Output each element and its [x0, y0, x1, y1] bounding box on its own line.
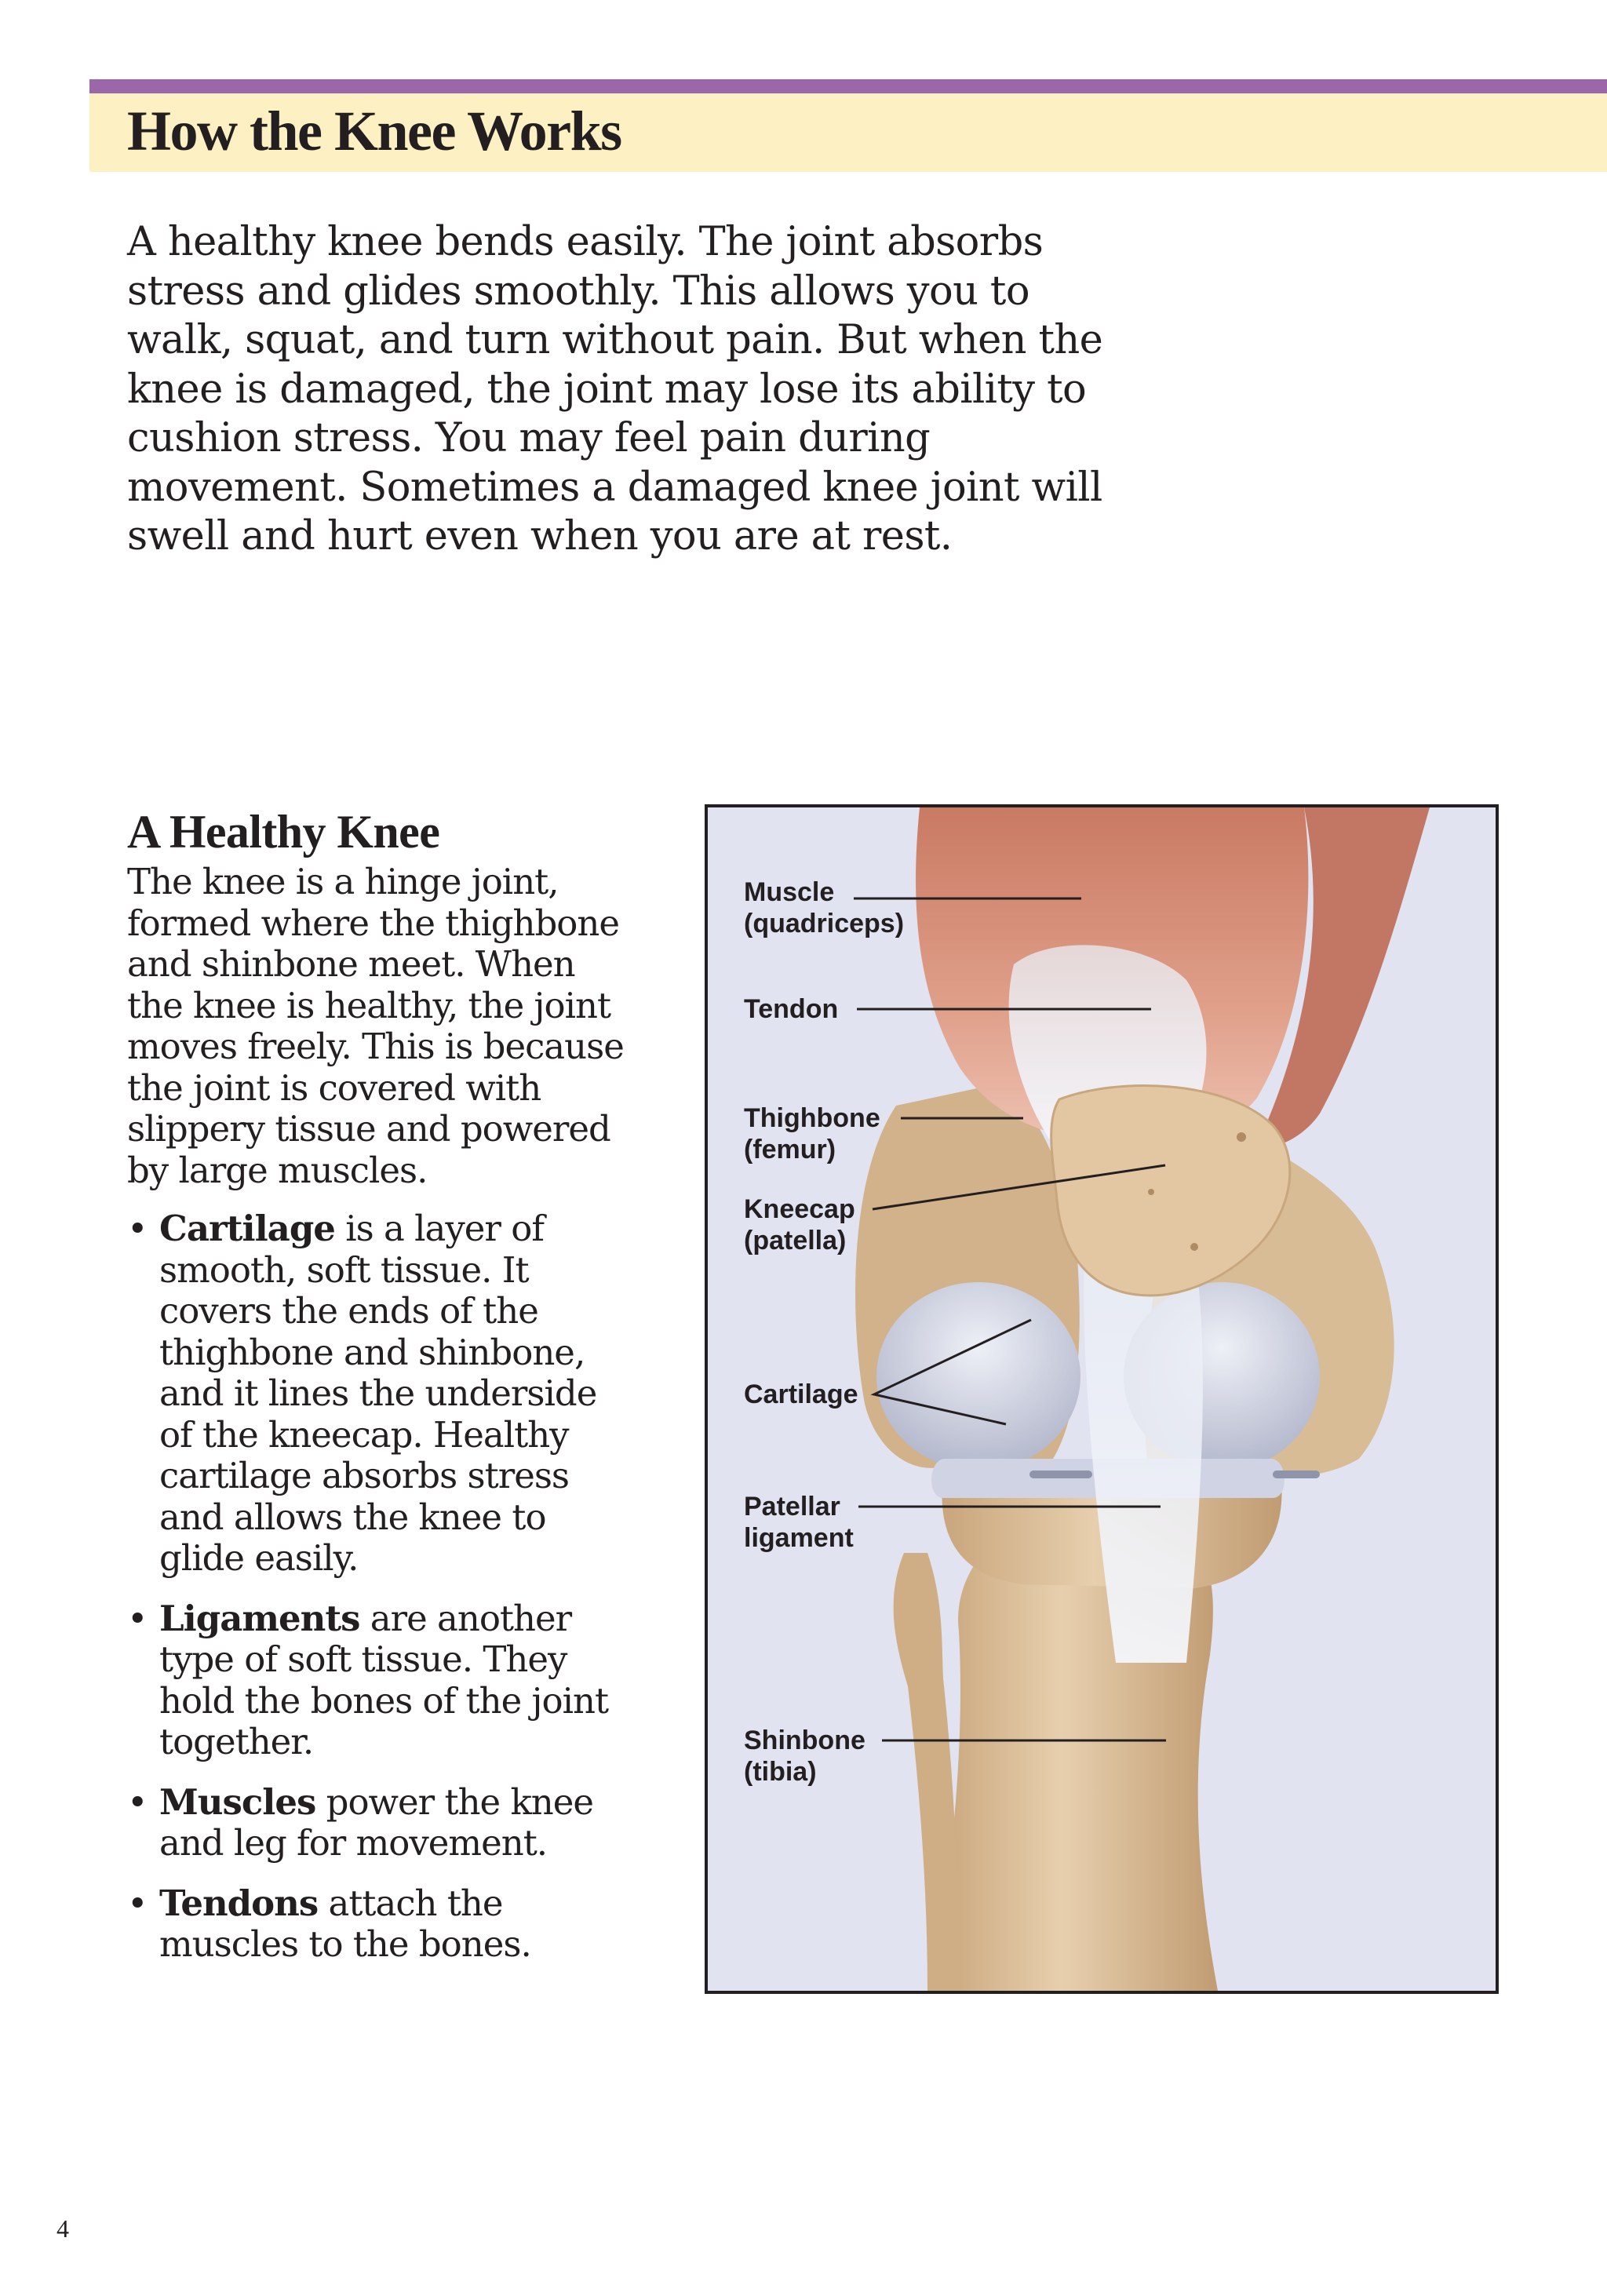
bone-spot	[1190, 1243, 1198, 1251]
item-text: power the knee and leg for movement.	[159, 1780, 594, 1864]
label-patellar-line1: Patellar	[744, 1492, 840, 1522]
label-cartilage	[744, 1379, 858, 1410]
bone-spot	[1237, 1132, 1246, 1142]
bullet-dot: •	[127, 1208, 148, 1249]
term-muscles: Muscles	[159, 1780, 316, 1823]
page-number: 4	[56, 2214, 69, 2243]
term-tendons: Tendons	[159, 1882, 319, 1924]
label-thighbone	[744, 1102, 880, 1165]
section-heading: A Healthy Knee	[127, 806, 440, 858]
cartilage-left	[876, 1282, 1080, 1471]
list-item-ligaments	[127, 1598, 629, 1763]
intro-paragraph: A healthy knee bends easily. The joint absorbs stress and glides smoothly. This allows you to walk, squat, and turn without pain. But when the knee is damaged, the joint may lose its ability to cushion stress. You may feel pain during movement. Sometimes a damaged knee joint will swell and hurt even when you are at rest.	[127, 219, 1103, 559]
knee-anatomy-figure	[705, 804, 1499, 1994]
label-kneecap	[744, 1194, 855, 1256]
bullet-dot: •	[127, 1780, 148, 1823]
page-title: How the Knee Works	[127, 100, 621, 162]
list-item-cartilage	[127, 1208, 629, 1580]
list-item-tendons	[127, 1883, 629, 1966]
label-tendon-line1: Tendon	[744, 994, 839, 1024]
label-muscle-line1: Muscle	[744, 877, 835, 907]
label-muscle-line2: (quadriceps)	[744, 909, 905, 938]
meniscus-slot-left	[1029, 1471, 1092, 1478]
term-ligaments: Ligaments	[159, 1597, 360, 1639]
label-patellar-line2: ligament	[744, 1523, 854, 1553]
label-patellar-ligament	[744, 1491, 854, 1554]
item-text: are another type of soft tissue. They hold the bones of the joint together.	[159, 1597, 609, 1762]
healthy-knee-section	[127, 802, 629, 1984]
term-cartilage: Cartilage	[159, 1208, 335, 1249]
meniscus-slot-right	[1273, 1471, 1320, 1478]
bone-spot	[1148, 1189, 1154, 1195]
section-paragraph: The knee is a hinge joint, formed where the thighbone and shinbone meet. When the knee is healthy, the joint moves freely. This is because the joint is covered with slippery tissue and powered by large muscles.	[127, 861, 624, 1191]
label-tendon	[744, 993, 838, 1025]
label-muscle	[744, 876, 904, 939]
label-thighbone-line2: (femur)	[744, 1135, 836, 1164]
accent-bar	[89, 79, 1607, 93]
label-kneecap-line2: (patella)	[744, 1226, 847, 1256]
label-kneecap-line1: Kneecap	[744, 1194, 855, 1224]
bullet-dot: •	[127, 1597, 148, 1639]
label-shinbone-line1: Shinbone	[744, 1726, 865, 1755]
bullet-dot: •	[127, 1882, 148, 1924]
tissue-list	[127, 1208, 629, 1966]
label-shinbone	[744, 1725, 865, 1788]
label-thighbone-line1: Thighbone	[744, 1103, 880, 1133]
label-shinbone-line2: (tibia)	[744, 1757, 817, 1787]
item-text: is a layer of smooth, soft tissue. It covers the ends of the thighbone and shinbone, and it lines the underside of the kneecap. Healthy cartilage absorbs stress and allows the knee to glide easily.	[159, 1208, 597, 1579]
label-cartilage-line1: Cartilage	[744, 1379, 858, 1409]
item-text: attach the muscles to the bones.	[159, 1882, 531, 1965]
list-item-muscles	[127, 1782, 629, 1864]
